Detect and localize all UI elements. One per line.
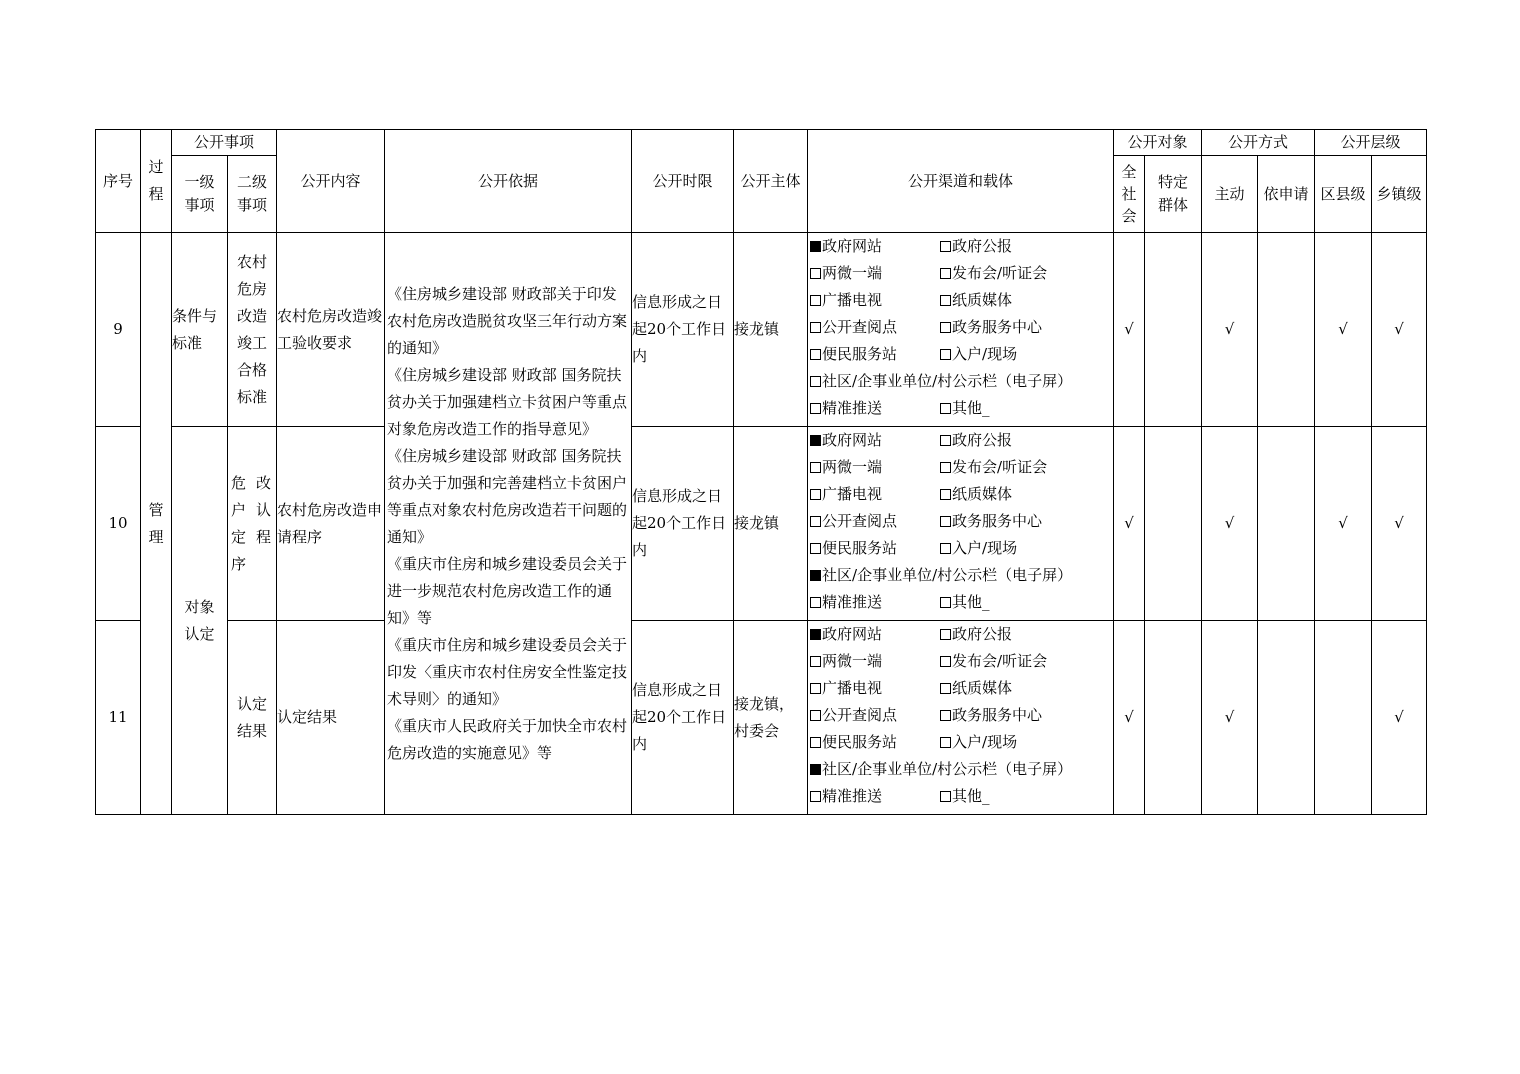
channel-line <box>810 562 1113 589</box>
channel-option <box>940 675 1012 702</box>
channel-line <box>810 395 1113 422</box>
checked-box-icon <box>810 570 821 581</box>
channel-label: 纸质媒体 <box>952 679 1013 697</box>
channel-option <box>940 395 990 422</box>
header-method-group: 公开方式 <box>1202 130 1315 156</box>
channel-option <box>810 783 940 810</box>
channel-option <box>810 481 940 508</box>
basis-line: 《重庆市住房和城乡建设委员会关于印发〈重庆市农村住房安全性鉴定技术导则〉的通知》 <box>387 635 628 708</box>
unchecked-box-icon <box>940 268 951 279</box>
unchecked-box-icon <box>940 516 951 527</box>
unchecked-box-icon <box>810 403 821 414</box>
header-content: 公开内容 <box>277 130 385 233</box>
channel-label: 公开查阅点 <box>822 318 898 336</box>
channel-line <box>810 427 1113 454</box>
channel-option <box>940 260 1047 287</box>
unchecked-box-icon <box>810 376 821 387</box>
channel-label: 政府公报 <box>952 237 1013 255</box>
channel-option <box>810 260 940 287</box>
channel-option <box>810 648 940 675</box>
checked-box-icon <box>810 241 821 252</box>
header-items-group: 公开事项 <box>172 130 277 156</box>
channel-label: 广播电视 <box>822 485 883 503</box>
header-subject: 公开主体 <box>734 130 808 233</box>
channel-label: 纸质媒体 <box>952 291 1013 309</box>
disclosure-table <box>95 129 1427 815</box>
checked-box-icon <box>810 435 821 446</box>
row-target-all: √ <box>1114 621 1145 815</box>
channel-line <box>810 783 1113 810</box>
channel-label: 发布会/听证会 <box>952 264 1048 282</box>
channel-label: 政府公报 <box>952 625 1013 643</box>
unchecked-box-icon <box>810 656 821 667</box>
row-target-specific <box>1145 233 1202 427</box>
channel-option <box>940 233 1012 260</box>
channel-option <box>810 535 940 562</box>
channel-label: 政府网站 <box>822 237 883 255</box>
channel-label: 广播电视 <box>822 291 883 309</box>
channel-option <box>810 756 1110 783</box>
header-seq: 序号 <box>96 130 141 233</box>
row-subject: 接龙镇 <box>734 427 808 621</box>
header-level-town: 乡镇级 <box>1372 156 1427 233</box>
channel-label: 政务服务中心 <box>952 706 1043 724</box>
channel-label: 政府网站 <box>822 625 883 643</box>
unchecked-box-icon <box>940 489 951 500</box>
channel-line <box>810 702 1113 729</box>
channel-label: 便民服务站 <box>822 733 898 751</box>
channel-label: 政府公报 <box>952 431 1013 449</box>
channel-option <box>940 427 1012 454</box>
channel-label: 两微一端 <box>822 458 883 476</box>
channel-option <box>940 621 1012 648</box>
basis-line: 《住房城乡建设部 财政部 国务院扶贫办关于加强和完善建档立卡贫困户等重点对象农村危房改造若干问题的通知》 <box>387 446 628 546</box>
header-level1: 一级事项 <box>172 156 228 233</box>
basis-line: 《重庆市人民政府关于加快全市农村危房改造的实施意见》等 <box>387 716 628 762</box>
header-target-specific: 特定群体 <box>1145 156 1202 233</box>
unchecked-box-icon <box>940 295 951 306</box>
channel-label: 两微一端 <box>822 264 883 282</box>
row-target-specific <box>1145 621 1202 815</box>
checked-box-icon <box>810 629 821 640</box>
unchecked-box-icon <box>810 462 821 473</box>
header-level-group: 公开层级 <box>1315 130 1427 156</box>
row-method-active: √ <box>1202 621 1258 815</box>
channel-label: 广播电视 <box>822 679 883 697</box>
channel-option <box>810 341 940 368</box>
unchecked-box-icon <box>810 597 821 608</box>
row-level-county: √ <box>1315 427 1372 621</box>
channel-option <box>940 341 1017 368</box>
channel-option <box>810 508 940 535</box>
process-cell: 管理 <box>141 233 172 815</box>
row-level-county <box>1315 621 1372 815</box>
header-level2: 二级事项 <box>228 156 277 233</box>
channel-label: 发布会/听证会 <box>952 652 1048 670</box>
unchecked-box-icon <box>810 683 821 694</box>
basis-line: 《住房城乡建设部 财政部 国务院扶贫办关于加强建档立卡贫困户等重点对象危房改造工作的指导意见》 <box>387 365 628 438</box>
row-channels <box>808 427 1114 621</box>
channel-option <box>810 562 1110 589</box>
channel-option <box>940 702 1042 729</box>
channel-label: 纸质媒体 <box>952 485 1013 503</box>
header-target-group: 公开对象 <box>1114 130 1202 156</box>
row-target-all: √ <box>1114 427 1145 621</box>
row-channels <box>808 233 1114 427</box>
channel-line <box>810 481 1113 508</box>
channel-line <box>810 756 1113 783</box>
basis-line: 《重庆市住房和城乡建设委员会关于进一步规范农村危房改造工作的通知》等 <box>387 554 628 627</box>
row-seq: 10 <box>96 427 141 621</box>
unchecked-box-icon <box>810 295 821 306</box>
unchecked-box-icon <box>810 543 821 554</box>
header-time-limit: 公开时限 <box>632 130 734 233</box>
channel-option <box>810 395 940 422</box>
channel-label: 其他_ <box>952 399 990 417</box>
row-time-limit: 信息形成之日起20个工作日内 <box>632 621 734 815</box>
channel-option <box>940 648 1047 675</box>
table-row <box>96 621 1427 815</box>
channel-option <box>810 589 940 616</box>
unchecked-box-icon <box>940 737 951 748</box>
channel-line <box>810 287 1113 314</box>
unchecked-box-icon <box>940 322 951 333</box>
channel-label: 精准推送 <box>822 399 883 417</box>
channel-line <box>810 341 1113 368</box>
unchecked-box-icon <box>940 629 951 640</box>
header-target-all: 全社会 <box>1114 156 1145 233</box>
unchecked-box-icon <box>940 462 951 473</box>
channel-label: 入户/现场 <box>952 345 1018 363</box>
channel-line <box>810 508 1113 535</box>
channel-option <box>810 427 940 454</box>
channel-option <box>940 314 1042 341</box>
row-level2: 危改户认定程序 <box>228 427 277 621</box>
unchecked-box-icon <box>810 516 821 527</box>
channel-option <box>940 481 1012 508</box>
unchecked-box-icon <box>940 349 951 360</box>
channel-label: 便民服务站 <box>822 345 898 363</box>
channel-line <box>810 589 1113 616</box>
row-method-apply <box>1258 427 1315 621</box>
channel-line <box>810 621 1113 648</box>
row-time-limit: 信息形成之日起20个工作日内 <box>632 233 734 427</box>
row-level-county: √ <box>1315 233 1372 427</box>
row-level1-object: 对象认定 <box>172 427 228 815</box>
channel-label: 政府网站 <box>822 431 883 449</box>
unchecked-box-icon <box>940 543 951 554</box>
channel-label: 公开查阅点 <box>822 706 898 724</box>
channel-label: 发布会/听证会 <box>952 458 1048 476</box>
channel-label: 精准推送 <box>822 593 883 611</box>
row-channels <box>808 621 1114 815</box>
row-target-all: √ <box>1114 233 1145 427</box>
row-content: 农村危房改造竣工验收要求 <box>277 233 385 427</box>
row-level-town: √ <box>1372 427 1427 621</box>
unchecked-box-icon <box>940 597 951 608</box>
channel-label: 公开查阅点 <box>822 512 898 530</box>
channel-option <box>810 675 940 702</box>
channel-option <box>810 368 1110 395</box>
row-subject: 接龙镇，村委会 <box>734 621 808 815</box>
channel-option <box>940 454 1047 481</box>
channel-label: 社区/企事业单位/村公示栏（电子屏） <box>822 372 1073 390</box>
row-method-active: √ <box>1202 233 1258 427</box>
channel-option <box>810 702 940 729</box>
channel-option <box>940 508 1042 535</box>
unchecked-box-icon <box>940 656 951 667</box>
channel-option <box>940 287 1012 314</box>
unchecked-box-icon <box>940 710 951 721</box>
row-content: 认定结果 <box>277 621 385 815</box>
channel-line <box>810 535 1113 562</box>
channel-option <box>810 314 940 341</box>
unchecked-box-icon <box>810 322 821 333</box>
channel-label: 政务服务中心 <box>952 318 1043 336</box>
table-row <box>96 427 1427 621</box>
row-method-apply <box>1258 233 1315 427</box>
channel-label: 两微一端 <box>822 652 883 670</box>
unchecked-box-icon <box>940 241 951 252</box>
channel-line <box>810 729 1113 756</box>
header-level-county: 区县级 <box>1315 156 1372 233</box>
row-level1: 条件与标准 <box>172 233 228 427</box>
channel-label: 其他_ <box>952 787 990 805</box>
row-subject: 接龙镇 <box>734 233 808 427</box>
unchecked-box-icon <box>940 435 951 446</box>
unchecked-box-icon <box>810 268 821 279</box>
header-method-active: 主动 <box>1202 156 1258 233</box>
channel-line <box>810 648 1113 675</box>
channel-line <box>810 260 1113 287</box>
channel-label: 便民服务站 <box>822 539 898 557</box>
basis-cell <box>385 233 632 815</box>
channel-option <box>810 287 940 314</box>
channel-option <box>810 233 940 260</box>
row-method-active: √ <box>1202 427 1258 621</box>
basis-line: 《住房城乡建设部 财政部关于印发农村危房改造脱贫攻坚三年行动方案的通知》 <box>387 284 628 357</box>
channel-line <box>810 368 1113 395</box>
channel-line <box>810 233 1113 260</box>
row-target-specific <box>1145 427 1202 621</box>
row-level2: 农村危房改造竣工合格标准 <box>228 233 277 427</box>
channel-label: 入户/现场 <box>952 539 1018 557</box>
checked-box-icon <box>810 764 821 775</box>
unchecked-box-icon <box>810 737 821 748</box>
row-level2: 认定结果 <box>228 621 277 815</box>
header-channels: 公开渠道和载体 <box>808 130 1114 233</box>
channel-label: 其他_ <box>952 593 990 611</box>
unchecked-box-icon <box>940 683 951 694</box>
header-basis: 公开依据 <box>385 130 632 233</box>
table-row <box>96 233 1427 427</box>
channel-label: 入户/现场 <box>952 733 1018 751</box>
row-content: 农村危房改造申请程序 <box>277 427 385 621</box>
unchecked-box-icon <box>940 791 951 802</box>
channel-line <box>810 675 1113 702</box>
row-level-town: √ <box>1372 233 1427 427</box>
channel-option <box>810 621 940 648</box>
unchecked-box-icon <box>940 403 951 414</box>
channel-line <box>810 454 1113 481</box>
channel-line <box>810 314 1113 341</box>
channel-label: 社区/企事业单位/村公示栏（电子屏） <box>822 566 1073 584</box>
channel-label: 精准推送 <box>822 787 883 805</box>
row-level-town: √ <box>1372 621 1427 815</box>
row-seq: 9 <box>96 233 141 427</box>
channel-label: 政务服务中心 <box>952 512 1043 530</box>
channel-option <box>940 729 1017 756</box>
header-process: 过程 <box>141 130 172 233</box>
unchecked-box-icon <box>810 489 821 500</box>
unchecked-box-icon <box>810 710 821 721</box>
row-method-apply <box>1258 621 1315 815</box>
channel-option <box>940 589 990 616</box>
channel-option <box>810 729 940 756</box>
channel-option <box>940 783 990 810</box>
channel-label: 社区/企事业单位/村公示栏（电子屏） <box>822 760 1073 778</box>
header-method-apply: 依申请 <box>1258 156 1315 233</box>
unchecked-box-icon <box>810 349 821 360</box>
row-time-limit: 信息形成之日起20个工作日内 <box>632 427 734 621</box>
unchecked-box-icon <box>810 791 821 802</box>
channel-option <box>940 535 1017 562</box>
row-seq: 11 <box>96 621 141 815</box>
channel-option <box>810 454 940 481</box>
